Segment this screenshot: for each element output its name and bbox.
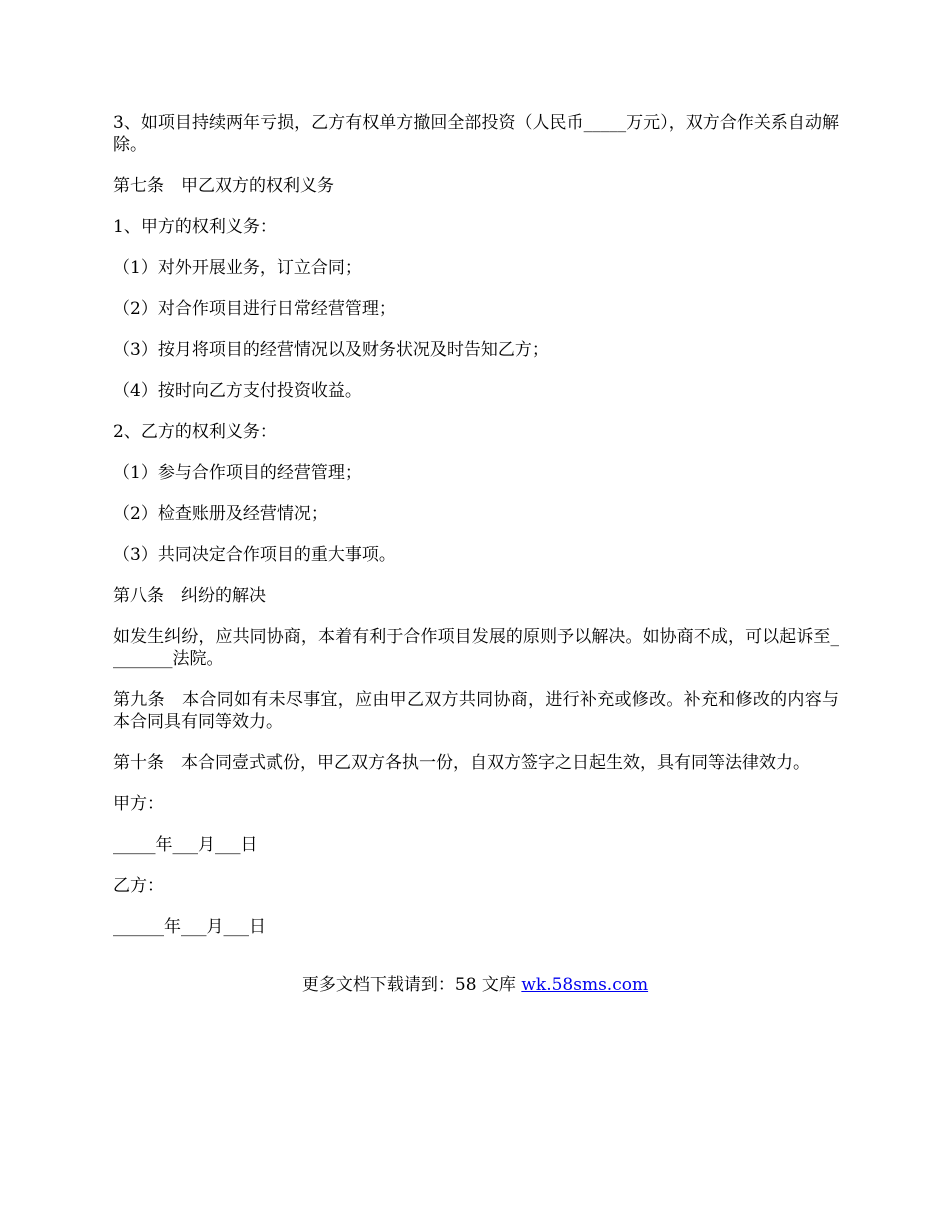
party-a-item-4: （4）按时向乙方支付投资收益。 <box>113 381 362 401</box>
dispute-resolution-text: 如发生纠纷，应共同协商，本着有利于合作项目发展的原则予以解决。如协商不成，可以起诉至________法院。 <box>113 627 839 669</box>
party-a-signature-label: 甲方： <box>113 794 164 814</box>
party-a-date-line: _____年___月___日 <box>113 835 258 855</box>
party-b-item-1: （1）参与合作项目的经营管理； <box>113 463 362 483</box>
document-body <box>113 112 839 938</box>
party-b-signature-label: 乙方： <box>113 876 164 896</box>
footer-text: 更多文档下载请到：58 文库 <box>301 975 522 995</box>
article-10-text: 第十条 本合同壹式贰份，甲乙双方各执一份，自双方签字之日起生效，具有同等法律效力。 <box>113 753 810 773</box>
party-a-item-3: （3）按月将项目的经营情况以及财务状况及时告知乙方； <box>113 340 549 360</box>
party-a-item-2: （2）对合作项目进行日常经营管理； <box>113 299 396 319</box>
party-a-rights-heading: 1、甲方的权利义务： <box>113 217 277 237</box>
party-b-date-line: ______年___月___日 <box>113 917 266 937</box>
clause-3-loss-withdrawal: 3、如项目持续两年亏损，乙方有权单方撤回全部投资（人民币_____万元），双方合作关系自动解除。 <box>113 113 839 155</box>
party-b-item-3: （3）共同决定合作项目的重大事项。 <box>113 545 396 565</box>
article-9-text: 第九条 本合同如有未尽事宜，应由甲乙双方共同协商，进行补充或修改。补充和修改的内容与本合同具有同等效力。 <box>113 690 839 732</box>
footer-link[interactable]: wk.58sms.com <box>521 975 649 995</box>
article-7-heading: 第七条 甲乙双方的权利义务 <box>113 176 334 196</box>
footer <box>0 973 950 997</box>
party-b-rights-heading: 2、乙方的权利义务： <box>113 422 277 442</box>
party-a-item-1: （1）对外开展业务，订立合同； <box>113 258 362 278</box>
party-b-item-2: （2）检查账册及经营情况； <box>113 504 328 524</box>
article-8-heading: 第八条 纠纷的解决 <box>113 586 266 606</box>
